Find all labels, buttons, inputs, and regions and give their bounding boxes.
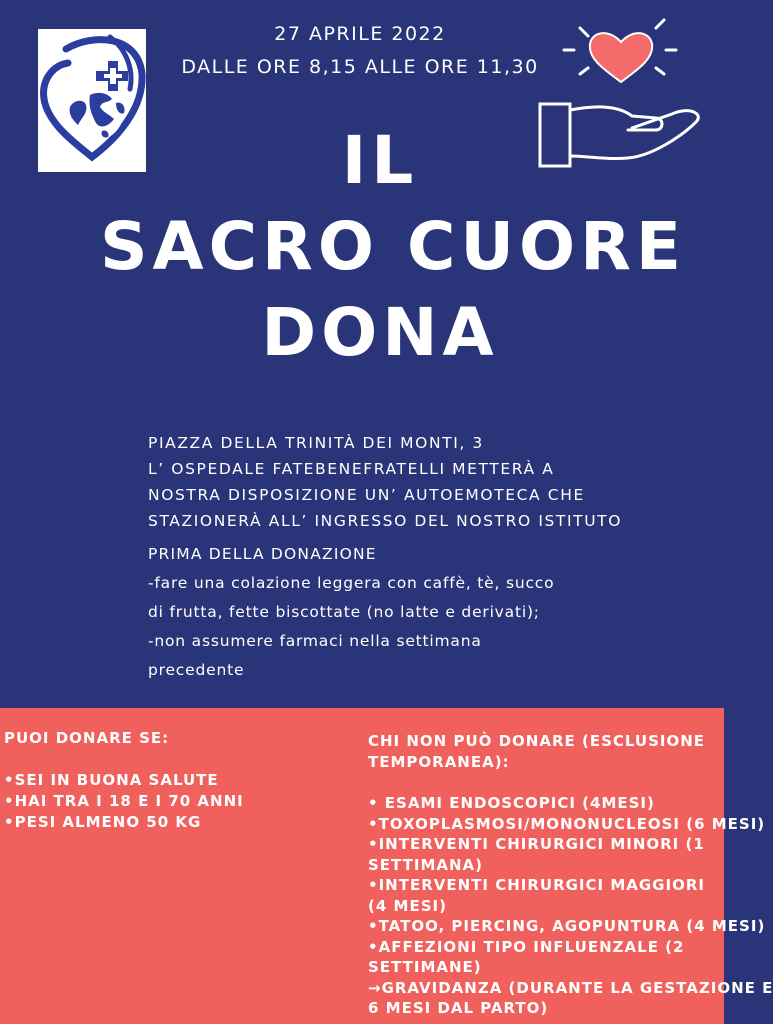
before-donation-heading: PRIMA DELLA DONAZIONE — [148, 545, 377, 563]
can-donate-heading: PUOI DONARE SE: — [4, 729, 170, 747]
before-donation-line: precedente — [148, 661, 245, 679]
title-line-1: IL — [341, 122, 419, 199]
cannot-donate-line: →GRAVIDANZA (DURANTE LA GESTAZIONE E — [368, 978, 773, 997]
eligibility-section — [0, 708, 773, 1024]
can-donate-item: •SEI IN BUONA SALUTE — [4, 771, 219, 789]
event-date: 27 APRILE 2022 — [274, 23, 446, 45]
before-donation-line: di frutta, fette biscottate (no latte e derivati); — [148, 603, 540, 621]
info-line: NOSTRA DISPOSIZIONE UN’ AUTOEMOTECA CHE — [148, 486, 585, 504]
cannot-donate-line: SETTIMANA) — [368, 855, 483, 874]
cannot-donate-line: •INTERVENTI CHIRURGICI MINORI (1 — [368, 835, 705, 853]
event-time: DALLE ORE 8,15 ALLE ORE 11,30 — [181, 56, 539, 78]
cannot-donate-line: •TOXOPLASMOSI/MONONUCLEOSI (6 MESI) — [368, 814, 766, 833]
before-donation-line: -fare una colazione leggera con caffè, tè, succo — [148, 574, 555, 592]
cannot-donate-heading-cont: TEMPORANEA): — [368, 752, 510, 771]
info-line: STAZIONERÀ ALL’ INGRESSO DEL NOSTRO ISTITUTO — [148, 512, 623, 530]
cannot-donate-column — [368, 731, 773, 1019]
event-date-block — [160, 18, 560, 84]
cannot-donate-line: 6 MESI DAL PARTO) — [368, 999, 549, 1017]
can-donate-item: •HAI TRA I 18 E I 70 ANNI — [4, 792, 244, 810]
cannot-donate-line: •INTERVENTI CHIRURGICI MAGGIORI — [368, 876, 705, 894]
title-line-3: DONA — [261, 294, 499, 371]
info-line: PIAZZA DELLA TRINITÀ DEI MONTI, 3 — [148, 434, 484, 452]
can-donate-column — [4, 728, 344, 833]
title-line-2: SACRO CUORE — [100, 208, 686, 285]
cannot-donate-line: (4 MESI) — [368, 896, 447, 915]
cannot-donate-heading: CHI NON PUÒ DONARE (ESCLUSIONE — [368, 732, 706, 750]
can-donate-item: •PESI ALMENO 50 KG — [4, 813, 202, 831]
cannot-donate-line: • ESAMI ENDOSCOPICI (4MESI) — [368, 794, 655, 812]
cannot-donate-line: •TATOO, PIERCING, AGOPUNTURA (4 MESI) — [368, 917, 766, 935]
location-info — [148, 430, 648, 534]
cannot-donate-line: •AFFEZIONI TIPO INFLUENZALE (2 — [368, 937, 685, 956]
main-title — [100, 118, 686, 376]
cannot-donate-line: SETTIMANE) — [368, 958, 482, 976]
before-donation-section — [148, 540, 618, 685]
before-donation-line: -non assumere farmaci nella settimana — [148, 632, 482, 650]
info-line: L’ OSPEDALE FATEBENEFRATELLI METTERÀ A — [148, 460, 555, 478]
